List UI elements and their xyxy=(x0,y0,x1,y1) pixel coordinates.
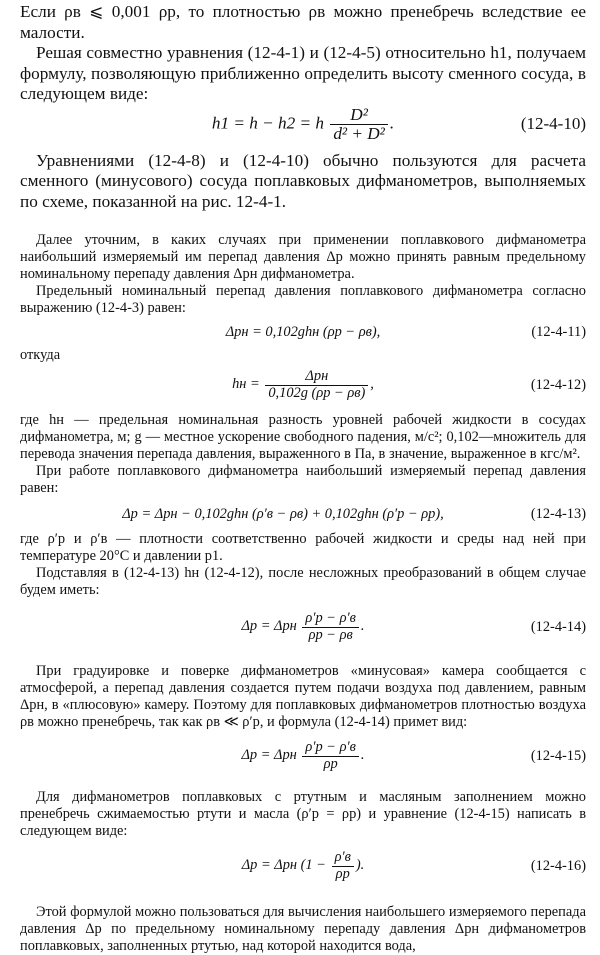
eq14-fraction xyxy=(302,611,358,642)
paragraph-10: При градуировке и поверке дифманометров «минусовая» камера сообщается с атмосферой, а перепад давления создается путем подачи воздуха под давлением, равным Δpн, в «плюсовую» камеру. Поэтому для поплавковых дифманометров плотностью воздуха ρв можно пренебречь, так как ρв ≪ ρ′р, и формула (12-4-14) примет вид: xyxy=(20,663,586,730)
eq15-denominator: ρр xyxy=(323,755,338,772)
eq10-tail: . xyxy=(389,113,395,133)
equation-12-4-10 xyxy=(20,105,586,145)
eq16-number: (12-4-16) xyxy=(530,857,586,874)
eq12-number: (12-4-12) xyxy=(530,376,586,393)
eq15-fraction xyxy=(302,740,358,771)
paragraph-6: где hн — предельная номинальная разность уровней рабочей жидкости в сосудах дифманометра, м; g — местное ускорение свободного падения, м/с²; 0,102—множитель для перевода значения перепада давления, выраженного в Па, в значение, выраженное в кгс/м². xyxy=(20,412,586,462)
eq12-numerator: Δpн xyxy=(265,369,368,385)
eq16-tail: ). xyxy=(355,857,365,874)
eq10-fraction xyxy=(330,106,388,143)
eq16-denominator: ρр xyxy=(335,865,350,882)
eq13-formula: Δp = Δpн − 0,102ghн (ρ′в − ρв) + 0,102ghн (ρ′р − ρр), xyxy=(122,505,444,522)
eq10-number: (12-4-10) xyxy=(520,114,586,134)
eq13-number: (12-4-13) xyxy=(530,505,586,522)
eq16-lhs: Δp = Δpн (1 − xyxy=(241,857,326,874)
eq15-lhs: Δp = Δpн xyxy=(241,747,297,764)
paragraph-7: При работе поплавкового дифманометра наибольший измеряемый перепад давления равен: xyxy=(20,463,586,496)
eq16-fraction xyxy=(332,850,354,881)
eq15-number: (12-4-15) xyxy=(530,747,586,764)
eq14-lhs: Δp = Δpн xyxy=(241,618,297,635)
paragraph-12: Этой формулой можно пользоваться для вычисления наибольшего измеряемого перепада давления Δp по предельному номинальному перепаду давления Δpн дифманометров поплавковых, заполненных ртутью, над которой находится вода, xyxy=(20,904,586,954)
eq14-tail: . xyxy=(360,618,365,635)
eq11-number: (12-4-11) xyxy=(531,323,586,340)
paragraph-2: Решая совместно уравнения (12-4-1) и (12-4-5) относительно h1, получаем формулу, позволяющую приближенно определить высоту сменного сосуда, в следующем виде: xyxy=(20,43,586,103)
equation-12-4-13 xyxy=(20,497,586,531)
paragraph-8: где ρ′р и ρ′в — плотности соответственно рабочей жидкости и среды над ней при температуре 20°С и давлении p1. xyxy=(20,531,586,564)
paragraph-3: Уравнениями (12-4-8) и (12-4-10) обычно пользуются для расчета сменного (минусового) сосуда поплавковых дифманометров, выполняемых по схеме, показанной на рис. 12-4-1. xyxy=(20,150,586,211)
eq12-denominator: 0,102g (ρр − ρв) xyxy=(268,384,366,401)
eq10-numerator: D² xyxy=(330,106,388,125)
equation-12-4-15 xyxy=(20,731,586,781)
eq12-fraction xyxy=(265,369,368,400)
eq15-numerator: ρ′р − ρ′в xyxy=(302,740,358,756)
eq14-denominator: ρр − ρв xyxy=(308,626,353,643)
paragraph-4: Далее уточним, в каких случаях при применении поплавкового дифманометра наибольший измеряемый им перепад давления Δp можно принять равным предельному номинальному перепаду давления Δpн дифманометра. xyxy=(20,232,586,282)
label-otkuda: откуда xyxy=(20,347,61,363)
paragraph-9: Подставляя в (12-4-13) hн (12-4-12), после несложных преобразований в общем случае будем иметь: xyxy=(20,565,586,598)
eq14-number: (12-4-14) xyxy=(530,618,586,635)
equation-12-4-14 xyxy=(20,599,586,655)
equation-12-4-12 xyxy=(20,364,586,406)
eq15-tail: . xyxy=(360,747,365,764)
eq11-formula: Δpн = 0,102ghн (ρр − ρв), xyxy=(225,323,381,340)
paragraph-1: Если ρв ⩽ 0,001 ρр, то плотностью ρв можно пренебречь вследствие ее малости. xyxy=(20,2,586,42)
equation-12-4-11 xyxy=(20,317,586,347)
equation-12-4-16 xyxy=(20,840,586,892)
paragraph-5: Предельный номинальный перепад давления поплавкового дифманометра согласно выражению (12-4-3) равен: xyxy=(20,283,586,316)
eq12-lhs: hн = xyxy=(232,376,260,393)
eq14-numerator: ρ′р − ρ′в xyxy=(302,611,358,627)
eq12-tail: , xyxy=(370,376,374,393)
eq10-lhs: h1 = h − h2 = h xyxy=(211,113,325,133)
paragraph-11: Для дифманометров поплавковых с ртутным и масляным заполнением можно пренебречь сжимаемостью ртути и масла (ρ′р = ρр) и уравнение (12-4-15) написать в следующем виде: xyxy=(20,789,586,839)
eq10-denominator: d² + D² xyxy=(333,124,385,143)
eq16-numerator: ρ′в xyxy=(332,850,354,866)
